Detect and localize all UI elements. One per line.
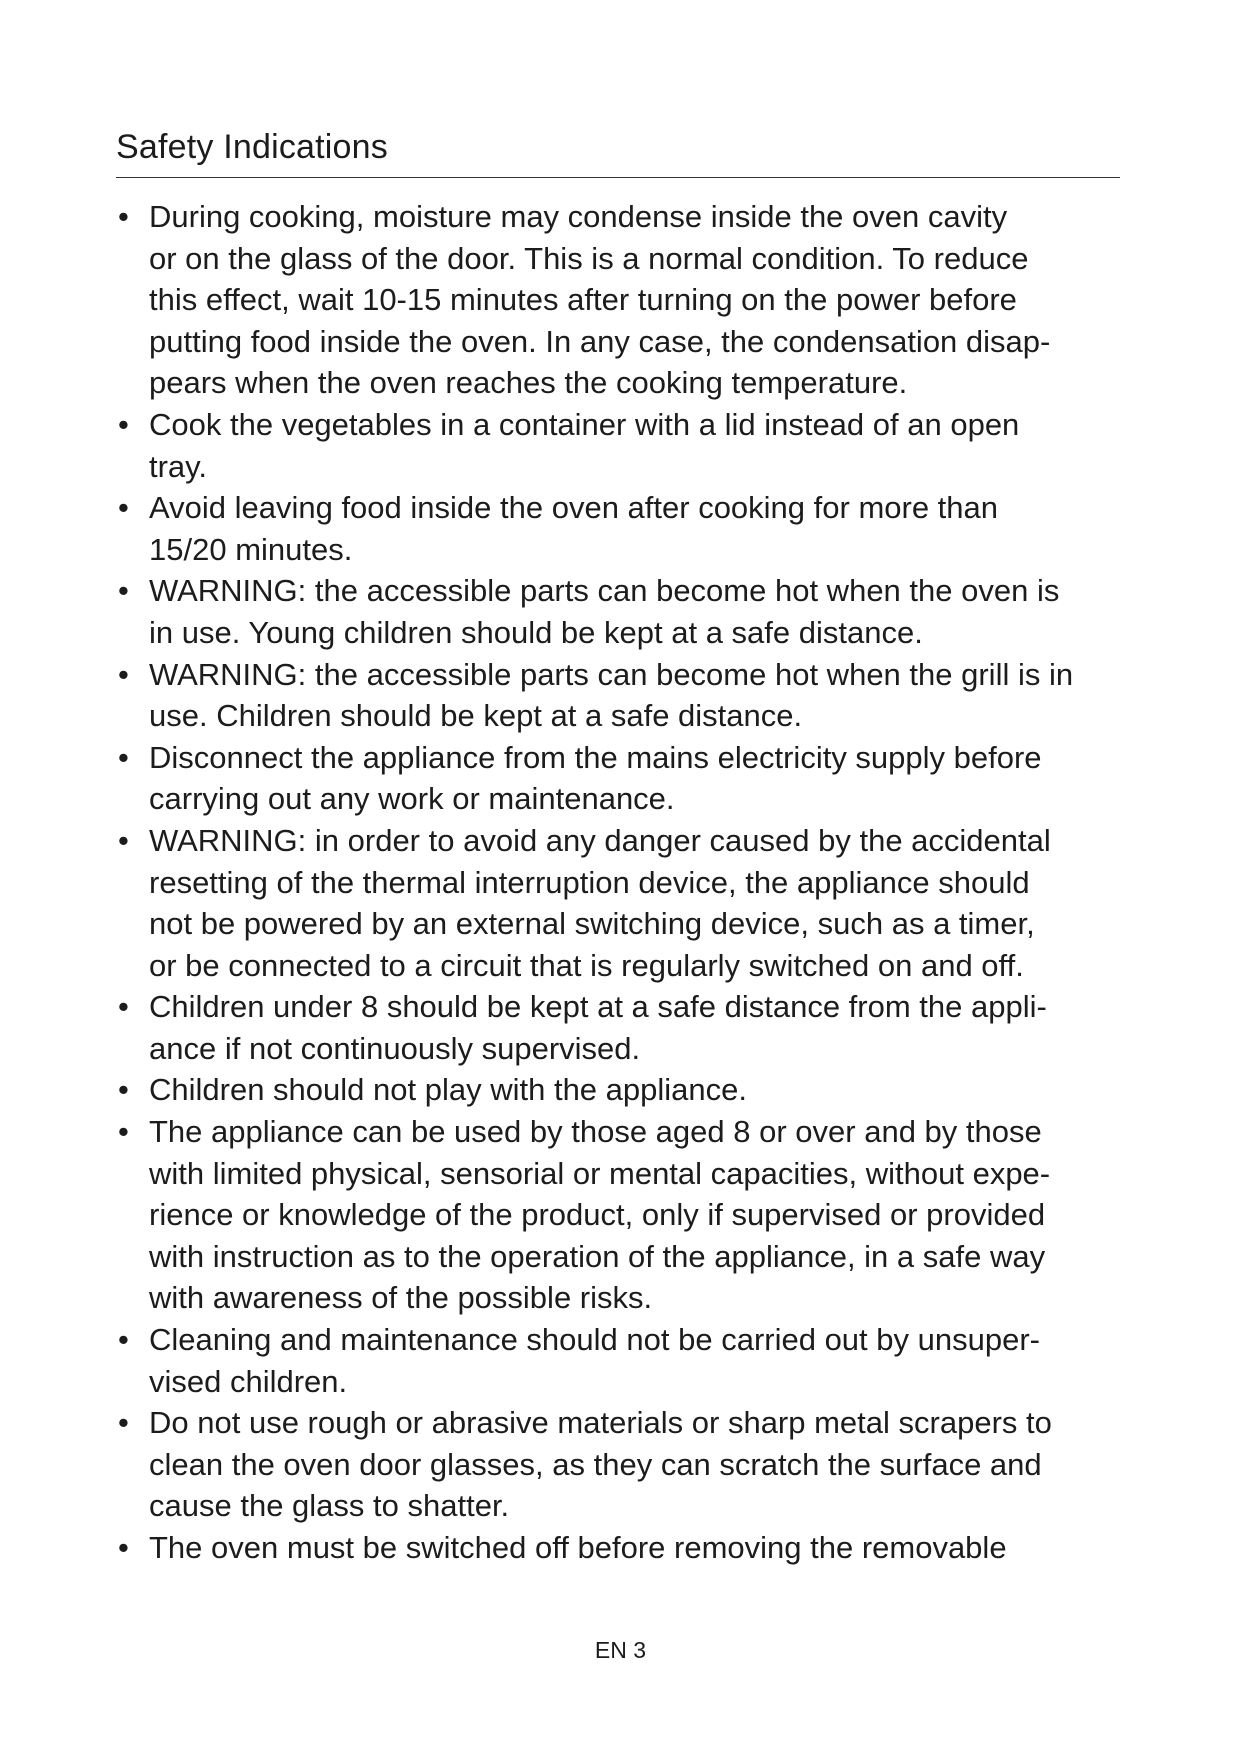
item-line: Children should not play with the appliance.	[149, 1072, 747, 1108]
bullet-icon: •	[118, 989, 129, 1025]
bullet-icon: •	[118, 1114, 129, 1150]
item-line: this effect, wait 10-15 minutes after turning on the power before	[149, 282, 1017, 318]
list-item	[116, 737, 1146, 820]
title-underline	[116, 177, 1120, 178]
item-line: 15/20 minutes.	[149, 531, 353, 567]
bullet-icon: •	[118, 739, 129, 775]
item-line: rience or knowledge of the product, only if supervised or provided	[149, 1197, 1046, 1233]
item-line: with instruction as to the operation of the appliance, in a safe way	[149, 1238, 1046, 1274]
bullet-icon: •	[118, 406, 129, 442]
bullet-icon: •	[118, 490, 129, 526]
item-line: pears when the oven reaches the cooking temperature.	[149, 365, 908, 401]
item-line: putting food inside the oven. In any case, the condensation disap-	[149, 323, 1051, 359]
item-line: not be powered by an external switching device, such as a timer,	[149, 906, 1035, 942]
item-line: use. Children should be kept at a safe distance.	[149, 698, 803, 734]
list-item	[116, 1402, 1146, 1527]
list-item	[116, 1111, 1146, 1319]
bullet-icon: •	[118, 1072, 129, 1108]
item-line: During cooking, moisture may condense inside the oven cavity	[149, 199, 1008, 234]
list-item	[116, 820, 1146, 986]
page-title: Safety Indications	[116, 128, 388, 166]
item-line: The oven must be switched off before removing the removable	[149, 1530, 1007, 1565]
list-item	[116, 487, 1146, 570]
item-line: vised children.	[149, 1363, 348, 1399]
bullet-icon: •	[118, 199, 129, 234]
bullet-icon: •	[118, 822, 129, 858]
item-line: with limited physical, sensorial or mental capacities, without expe-	[149, 1155, 1051, 1191]
list-item	[116, 1527, 1146, 1569]
item-line: Do not use rough or abrasive materials or sharp metal scrapers to	[149, 1405, 1052, 1441]
item-line: WARNING: the accessible parts can become hot when the oven is	[149, 573, 1060, 609]
item-line: Cleaning and maintenance should not be carried out by unsuper-	[149, 1322, 1040, 1358]
item-line: Cook the vegetables in a container with a lid instead of an open	[149, 406, 1020, 442]
list-item	[116, 196, 1146, 404]
item-line: Disconnect the appliance from the mains electricity supply before	[149, 739, 1042, 775]
bullet-icon: •	[118, 656, 129, 692]
item-line: Avoid leaving food inside the oven after cooking for more than	[149, 490, 999, 526]
item-line: The appliance can be used by those aged 8 or over and by those	[149, 1114, 1042, 1150]
item-line: cause the glass to shatter.	[149, 1488, 510, 1524]
bullet-icon: •	[118, 573, 129, 609]
bullet-icon: •	[118, 1405, 129, 1441]
list-item	[116, 1069, 1146, 1111]
list-item	[116, 404, 1146, 487]
list-item	[116, 654, 1146, 737]
list-item	[116, 986, 1146, 1069]
item-line: resetting of the thermal interruption device, the appliance should	[149, 864, 1030, 900]
list-item	[116, 1319, 1146, 1402]
list-item	[116, 570, 1146, 653]
item-line: tray.	[149, 448, 207, 484]
page-number: EN 3	[594, 1637, 647, 1663]
item-line: carrying out any work or maintenance.	[149, 781, 675, 817]
item-line: Children under 8 should be kept at a safe distance from the appli-	[149, 989, 1047, 1025]
bullet-icon: •	[118, 1530, 129, 1565]
item-line: or be connected to a circuit that is regularly switched on and off.	[149, 947, 1024, 983]
item-line: WARNING: the accessible parts can become hot when the grill is in	[149, 656, 1074, 692]
item-line: in use. Young children should be kept at a safe distance.	[149, 614, 923, 650]
item-line: ance if not continuously supervised.	[149, 1030, 641, 1066]
item-line: WARNING: in order to avoid any danger caused by the accidental	[149, 822, 1051, 858]
item-line: or on the glass of the door. This is a normal condition. To reduce	[149, 240, 1029, 276]
bullet-icon: •	[118, 1322, 129, 1358]
safety-list	[116, 196, 1146, 1569]
item-line: clean the oven door glasses, as they can scratch the surface and	[149, 1446, 1042, 1482]
item-line: with awareness of the possible risks.	[149, 1280, 653, 1316]
